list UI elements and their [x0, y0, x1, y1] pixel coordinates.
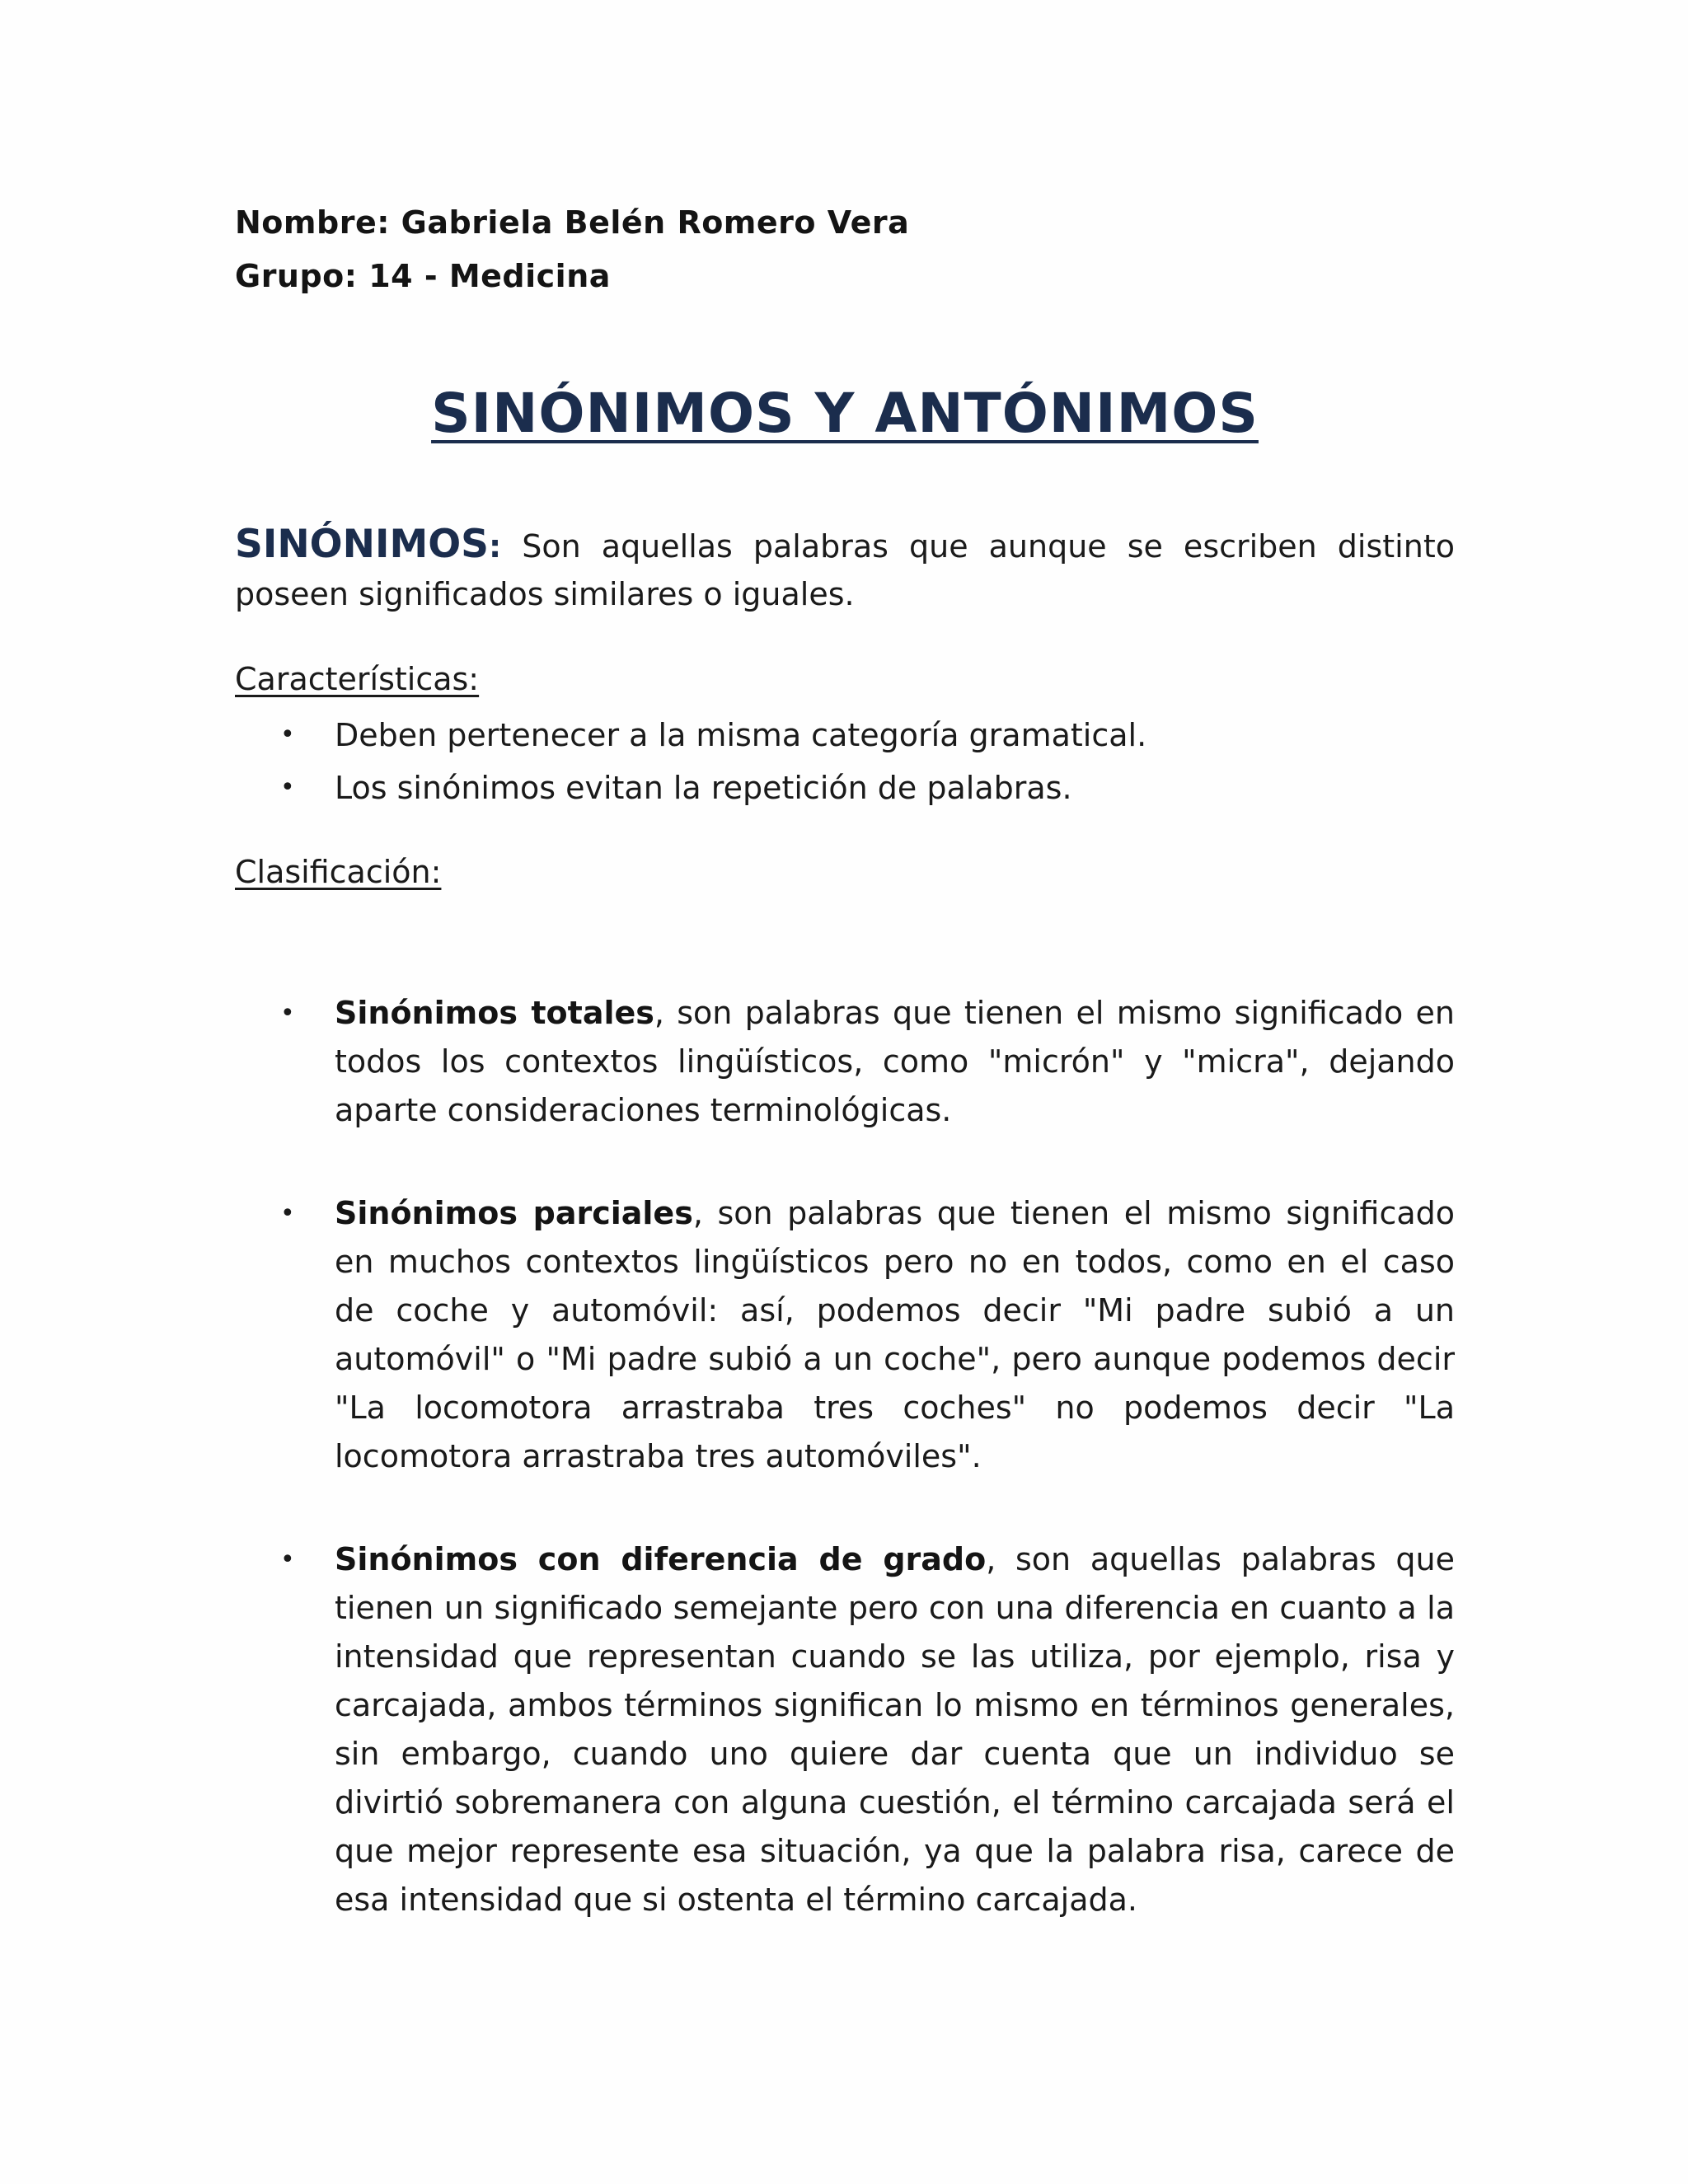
definition-term: SINÓNIMOS — [235, 522, 490, 567]
classification-lead: Sinónimos con diferencia de grado — [335, 1541, 987, 1577]
classification-text: , son palabras que tienen el mismo significado en todos los contextos lingüísticos, como "micrón" y "micra", dejando aparte consideraciones terminológicas. — [335, 995, 1455, 1128]
classification-text: , son palabras que tienen el mismo significado en muchos contextos lingüísticos pero no en todos, como en el caso de coche y automóvil: así, podemos decir "Mi padre subió a un automóvil" o "Mi padre subió a un coche", pero aunque podemos decir "La locomotora arrastraba tres coches" no podemos decir "La locomotora arrastraba tres automóviles". — [335, 1195, 1455, 1474]
document-title: SINÓNIMOS Y ANTÓNIMOS — [431, 382, 1259, 445]
definition-text: Son aquellas palabras que aunque se escriben distinto poseen significados similares o iguales. — [235, 528, 1455, 612]
name-label: Nombre: — [235, 204, 390, 241]
bullet-icon: • — [280, 1545, 295, 1574]
list-item — [235, 1535, 1455, 1924]
group-label: Grupo: — [235, 258, 358, 294]
definition-colon: : — [489, 528, 502, 565]
classification-text: , son aquellas palabras que tienen un significado semejante pero con una diferencia en cuanto a la intensidad que representan cuando se las utiliza, por ejemplo, risa y carcajada, ambos términos significan lo mismo en términos generales, sin embargo, cuando uno quiere dar cuenta que un individuo se divirtió sobremanera con alguna cuestión, el término carcajada será el que mejor represente esa situación, ya que la palabra risa, carece de esa intensidad que si ostenta el término carcajada. — [335, 1541, 1455, 1918]
characteristics-list — [235, 709, 1455, 814]
synonyms-definition — [235, 521, 1455, 618]
document-content — [235, 196, 1455, 1979]
classification-heading: Clasificación: — [235, 854, 442, 890]
bullet-icon: • — [280, 773, 295, 802]
classification-lead: Sinónimos totales — [335, 995, 654, 1031]
list-item — [235, 709, 1455, 762]
classification-lead: Sinónimos parciales — [335, 1195, 693, 1231]
name-value: Gabriela Belén Romero Vera — [401, 204, 910, 241]
group-line — [235, 250, 1455, 303]
list-item — [235, 989, 1455, 1135]
characteristics-heading: Características: — [235, 661, 480, 697]
characteristic-text: Deben pertenecer a la misma categoría gramatical. — [335, 717, 1147, 753]
group-value: 14 - Medicina — [368, 258, 611, 294]
bullet-icon: • — [280, 999, 295, 1028]
characteristic-text: Los sinónimos evitan la repetición de palabras. — [335, 770, 1072, 806]
student-name-line — [235, 196, 1455, 250]
classification-list — [235, 989, 1455, 1924]
bullet-icon: • — [280, 720, 295, 749]
list-item — [235, 1189, 1455, 1481]
bullet-icon: • — [280, 1199, 295, 1228]
list-item — [235, 762, 1455, 814]
